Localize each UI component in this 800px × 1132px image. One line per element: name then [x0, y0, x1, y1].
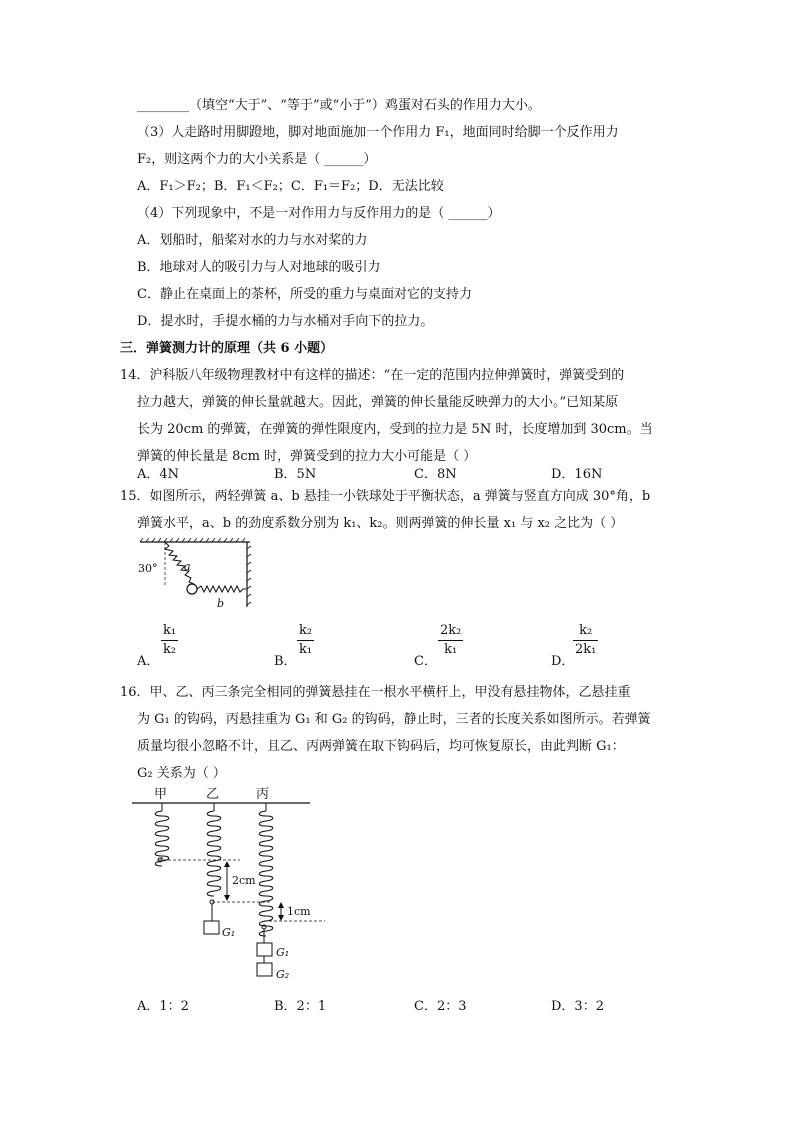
subquestion-3-line2: F₂，则这两个力的大小关系是（ ______） [137, 152, 377, 167]
q15-line2: 弹簧水平，a、b 的劲度系数分别为 k₁、k₂。则两弹簧的伸长量 x₁ 与 x₂ 之比为（ ） [137, 516, 624, 531]
q14-option-b[interactable]: B．5N [274, 467, 317, 482]
subquestion-4-stem: （4）下列现象中，不是一对作用力与反作用力的是（ ______） [137, 206, 501, 221]
q16-option-d[interactable]: D．3：2 [551, 999, 604, 1014]
subquestion-3-options: A．F₁＞F₂；B．F₁＜F₂；C．F₁＝F₂；D．无法比较 [137, 179, 444, 194]
fill-in-text: （填空“大于”、“等于”或“小于”）鸡蛋对石头的作用力大小。 [189, 98, 541, 113]
fraction-denominator: 2k₁ [575, 642, 597, 657]
q14-line3: 长为 20cm 的弹簧，在弹簧的弹性限度内，受到的拉力是 5N 时，长度增加到 30cm。当 [137, 422, 653, 437]
q14-line4: 弹簧的伸长量是 8cm 时，弹簧受到的拉力大小可能是（ ） [137, 449, 477, 464]
q16-line3: 质量均很小忽略不计，且乙、丙两弹簧在取下钩码后，均可恢复原长，由此判断 G₁： [137, 739, 625, 754]
q15-option-a-fraction [161, 622, 178, 659]
dimension-2cm: 2cm [232, 874, 256, 887]
subquestion-4-option-b: B．地球对人的吸引力与人对地球的吸引力 [137, 260, 381, 275]
q16-line2: 为 G₁ 的钩码，丙悬挂重为 G₁ 和 G₂ 的钩码，静止时，三者的长度关系如图所示。若弹簧 [137, 712, 651, 727]
spring-a-label: a [184, 560, 191, 573]
q15-option-b-fraction [297, 622, 314, 659]
q15-option-c-label: C． [414, 654, 437, 669]
q15-line1: 15．如图所示，两轻弹簧 a、b 悬挂一小铁球处于平衡状态，a 弹簧与竖直方向成 30°角，b [120, 489, 651, 504]
answer-blank[interactable]: ________ [137, 98, 189, 113]
label-bing: 丙 [256, 787, 270, 802]
fraction-denominator: k₁ [299, 642, 313, 657]
q16-option-a[interactable]: A．1：2 [137, 999, 189, 1014]
fill-in-line [137, 97, 541, 115]
q14-line2: 拉力越大，弹簧的伸长量就越大。因此，弹簧的伸长量能反映弹力的大小。”已知某原 [137, 395, 619, 410]
q16-option-b[interactable]: B．2：1 [274, 999, 327, 1014]
q15-option-a-label: A． [137, 654, 160, 669]
q15-option-c-fraction [438, 622, 463, 659]
angle-label: 30° [138, 562, 158, 575]
spring-b-label: b [217, 597, 225, 610]
q14-line1: 14．沪科版八年级物理教材中有这样的描述：“在一定的范围内拉伸弹簧时，弹簧受到的 [120, 368, 625, 383]
fraction-denominator: k₂ [163, 642, 177, 657]
dimension-1cm: 1cm [287, 905, 311, 918]
label-jia: 甲 [154, 787, 168, 802]
q16-springs-figure [130, 783, 330, 988]
q14-option-d[interactable]: D．16N [551, 467, 603, 482]
q15-option-b-label: B． [274, 654, 297, 669]
fraction-numerator: 2k₂ [438, 622, 463, 641]
q14-option-c[interactable]: C．8N [414, 467, 457, 482]
weight-g2-bing: G₂ [276, 968, 290, 981]
q15-option-d-fraction [573, 622, 598, 659]
section-heading: 三．弹簧测力计的原理（共 6 小题） [120, 341, 334, 356]
label-yi: 乙 [206, 787, 220, 802]
subquestion-4-option-d: D．提水时，手提水桶的力与水桶对手向下的拉力。 [137, 314, 434, 329]
fraction-denominator: k₁ [444, 642, 458, 657]
q16-line1: 16．甲、乙、丙三条完全相同的弹簧悬挂在一根水平横杆上，甲没有悬挂物体，乙悬挂重 [120, 685, 631, 700]
subquestion-3-line1: （3）人走路时用脚蹬地，脚对地面施加一个作用力 F₁，地面同时给脚一个反作用力 [137, 125, 619, 140]
weight-g1-yi: G₁ [222, 926, 236, 939]
weight-g1-bing: G₁ [276, 946, 290, 959]
subquestion-4-option-a: A．划船时，船桨对水的力与水对桨的力 [137, 233, 368, 248]
q16-option-c[interactable]: C．2：3 [414, 999, 467, 1014]
q15-option-d-label: D． [551, 654, 575, 669]
subquestion-4-option-c: C．静止在桌面上的茶杯，所受的重力与桌面对它的支持力 [137, 287, 472, 302]
q15-spring-figure [135, 537, 255, 612]
fraction-numerator: k₁ [161, 622, 178, 641]
fraction-numerator: k₂ [573, 622, 598, 641]
q16-line4: G₂ 关系为（ ） [137, 766, 226, 781]
q14-option-a[interactable]: A．4N [137, 467, 180, 482]
fraction-numerator: k₂ [297, 622, 314, 641]
